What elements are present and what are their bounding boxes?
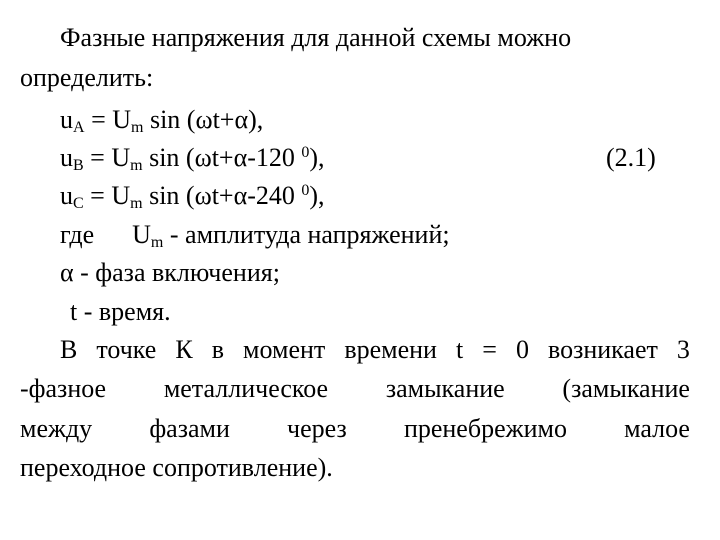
word: В bbox=[60, 335, 78, 364]
definition-time: t - время. bbox=[70, 297, 171, 326]
eq-a-var: u bbox=[60, 105, 73, 134]
eq-c-tail: ), bbox=[309, 181, 325, 210]
word: металлическое bbox=[163, 374, 329, 403]
eq-b-var: u bbox=[60, 143, 73, 172]
word: точке bbox=[96, 335, 157, 364]
word: малое bbox=[624, 414, 690, 443]
um-text: - амплитуда напряжений; bbox=[163, 220, 450, 249]
word: t bbox=[455, 335, 464, 364]
eq-b-rest: sin (ωt+α-120 bbox=[142, 143, 302, 172]
eq-b-sup: 0 bbox=[301, 144, 310, 161]
word: -фазное bbox=[20, 374, 107, 403]
definition-alpha: α - фаза включения; bbox=[60, 258, 280, 287]
eq-c-sup: 0 bbox=[301, 182, 310, 199]
paragraph-intro-line-2: определить: bbox=[20, 63, 154, 92]
word: 0 bbox=[515, 335, 529, 364]
word: момент bbox=[243, 335, 326, 364]
eq-c-eq: = U bbox=[83, 181, 131, 210]
eq-b-eq: = U bbox=[83, 143, 131, 172]
equation-number: (2.1) bbox=[606, 143, 656, 172]
eq-c-rest: sin (ωt+α-240 bbox=[142, 181, 302, 210]
word: времени bbox=[344, 335, 437, 364]
paragraph-fault-line-3 bbox=[20, 413, 690, 445]
word: 3 bbox=[676, 335, 690, 364]
eq-c-msub: m bbox=[130, 195, 143, 212]
word: пренебрежимо bbox=[403, 414, 567, 443]
word: замыкание bbox=[385, 374, 505, 403]
word: в bbox=[211, 335, 225, 364]
word: (замыкание bbox=[562, 374, 690, 403]
eq-c-sub: C bbox=[73, 195, 84, 212]
paragraph-fault-line-1 bbox=[60, 334, 690, 366]
paragraph-intro-line-1: Фазные напряжения для данной схемы можно bbox=[60, 23, 572, 52]
word: между bbox=[20, 414, 93, 443]
um-sub: m bbox=[150, 234, 164, 251]
equation-phase-c bbox=[60, 180, 325, 212]
word: возникает bbox=[547, 335, 658, 364]
eq-b-tail: ), bbox=[309, 143, 325, 172]
equation-phase-b bbox=[60, 142, 325, 174]
word: фазами bbox=[149, 414, 230, 443]
word: К bbox=[175, 335, 193, 364]
eq-a-eq: = U bbox=[84, 105, 132, 134]
eq-c-var: u bbox=[60, 181, 73, 210]
definition-amplitude bbox=[60, 219, 450, 251]
equation-phase-a bbox=[60, 104, 263, 136]
eq-a-msub: m bbox=[131, 119, 144, 136]
where-word: где bbox=[60, 220, 95, 249]
paragraph-fault-line-2 bbox=[20, 373, 690, 405]
eq-a-sub: A bbox=[73, 119, 85, 136]
eq-b-sub: B bbox=[73, 157, 84, 174]
word: = bbox=[482, 335, 497, 364]
eq-b-msub: m bbox=[130, 157, 143, 174]
um-var: U bbox=[132, 220, 151, 249]
paragraph-fault-line-4: переходное сопротивление). bbox=[20, 453, 333, 482]
word: через bbox=[287, 414, 347, 443]
eq-a-rest: sin (ωt+α), bbox=[143, 105, 264, 134]
